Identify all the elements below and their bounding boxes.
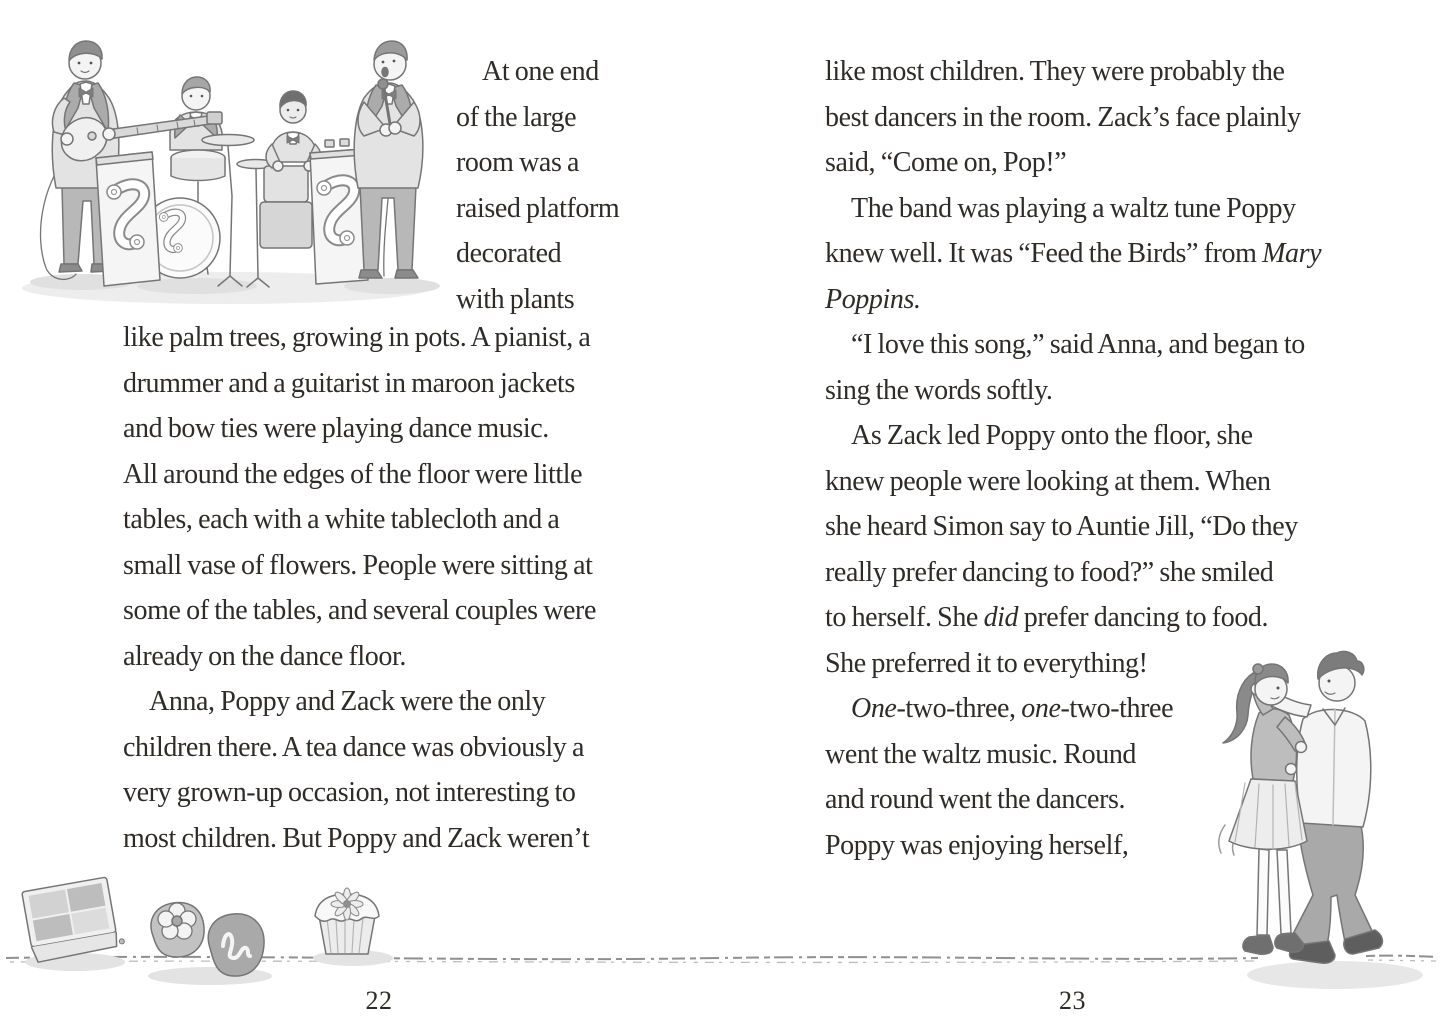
- text-line: [825, 413, 1385, 459]
- text-segment: The band was playing a waltz tune Poppy: [851, 192, 1296, 224]
- text-segment: At one end: [482, 56, 599, 87]
- text-segment: “I love this song,” said Anna, and began to: [851, 329, 1305, 360]
- text-segment: prefer dancing to food.: [1018, 602, 1269, 633]
- text-segment: knew well. It was “Feed the Birds” from: [825, 238, 1263, 269]
- text-segment: -two-three,: [896, 693, 1022, 724]
- text-segment: some of the tables, and several couples were: [123, 595, 596, 626]
- text-line: [825, 140, 1385, 186]
- text-segment: children there. A tea dance was obviously a: [123, 731, 584, 763]
- italic-text: Poppins.: [825, 283, 921, 315]
- text-segment: and round went the dancers.: [825, 784, 1126, 815]
- text-line: [825, 277, 1385, 323]
- text-segment: Poppy was enjoying herself,: [825, 829, 1129, 861]
- text-segment: small vase of flowers. People were sitting at: [123, 549, 593, 581]
- text-segment: -two-three: [1060, 693, 1174, 724]
- text-segment: raised platform: [456, 192, 620, 224]
- text-segment: She preferred it to everything!: [825, 647, 1148, 679]
- text-segment: like most children. They were probably the: [825, 56, 1285, 87]
- text-segment: said, “Come on, Pop!”: [825, 147, 1067, 178]
- text-segment: went the waltz music. Round: [825, 738, 1137, 770]
- text-segment: already on the dance floor.: [123, 640, 406, 672]
- text-segment: knew people were looking at them. When: [825, 465, 1271, 497]
- text-segment: room was a: [456, 147, 580, 178]
- text-segment: As Zack led Poppy onto the floor, she: [851, 420, 1253, 451]
- boy-hand-on-waist: [1286, 764, 1297, 775]
- text-line: [825, 231, 1385, 277]
- text-line: [825, 368, 1385, 414]
- text-segment: very grown-up occasion, not interesting to: [123, 777, 576, 808]
- italic-text: Mary: [1262, 238, 1322, 269]
- italic-text: one: [1021, 693, 1061, 724]
- text-segment: Anna, Poppy and Zack were the only: [149, 686, 546, 717]
- text-segment: to herself. She: [825, 602, 984, 633]
- text-segment: All around the edges of the floor were little: [123, 458, 583, 490]
- text-segment: of the large: [456, 101, 577, 133]
- text-line: [825, 504, 1385, 550]
- text-segment: decorated: [456, 238, 562, 269]
- text-line: [825, 95, 1385, 141]
- text-line: [825, 459, 1385, 505]
- text-segment: drummer and a guitarist in maroon jackets: [123, 367, 575, 399]
- text-line: [825, 322, 1385, 368]
- dancers-illustration: [1185, 645, 1430, 1023]
- text-segment: with plants: [456, 283, 575, 315]
- text-segment: really prefer dancing to food?” she smiled: [825, 556, 1274, 588]
- text-line: [825, 550, 1385, 596]
- text-segment: most children. But Poppy and Zack weren’t: [123, 822, 590, 854]
- italic-text: did: [983, 602, 1019, 633]
- text-segment: she heard Simon say to Auntie Jill, “Do they: [825, 511, 1298, 542]
- text-line: [825, 49, 1385, 95]
- text-line: [825, 595, 1385, 641]
- text-segment: tables, each with a white tablecloth and a: [123, 504, 560, 535]
- text-segment: best dancers in the room. Zack’s face plainly: [825, 101, 1301, 133]
- page-number-left: 22: [365, 986, 393, 1015]
- text-line: [825, 186, 1385, 232]
- text-segment: sing the words softly.: [825, 374, 1053, 406]
- text-segment: like palm trees, growing in pots. A pianist, a: [123, 322, 591, 353]
- text-segment: and bow ties were playing dance music.: [123, 413, 549, 444]
- italic-text: One: [851, 693, 897, 724]
- page-number-right: 23: [1059, 986, 1086, 1015]
